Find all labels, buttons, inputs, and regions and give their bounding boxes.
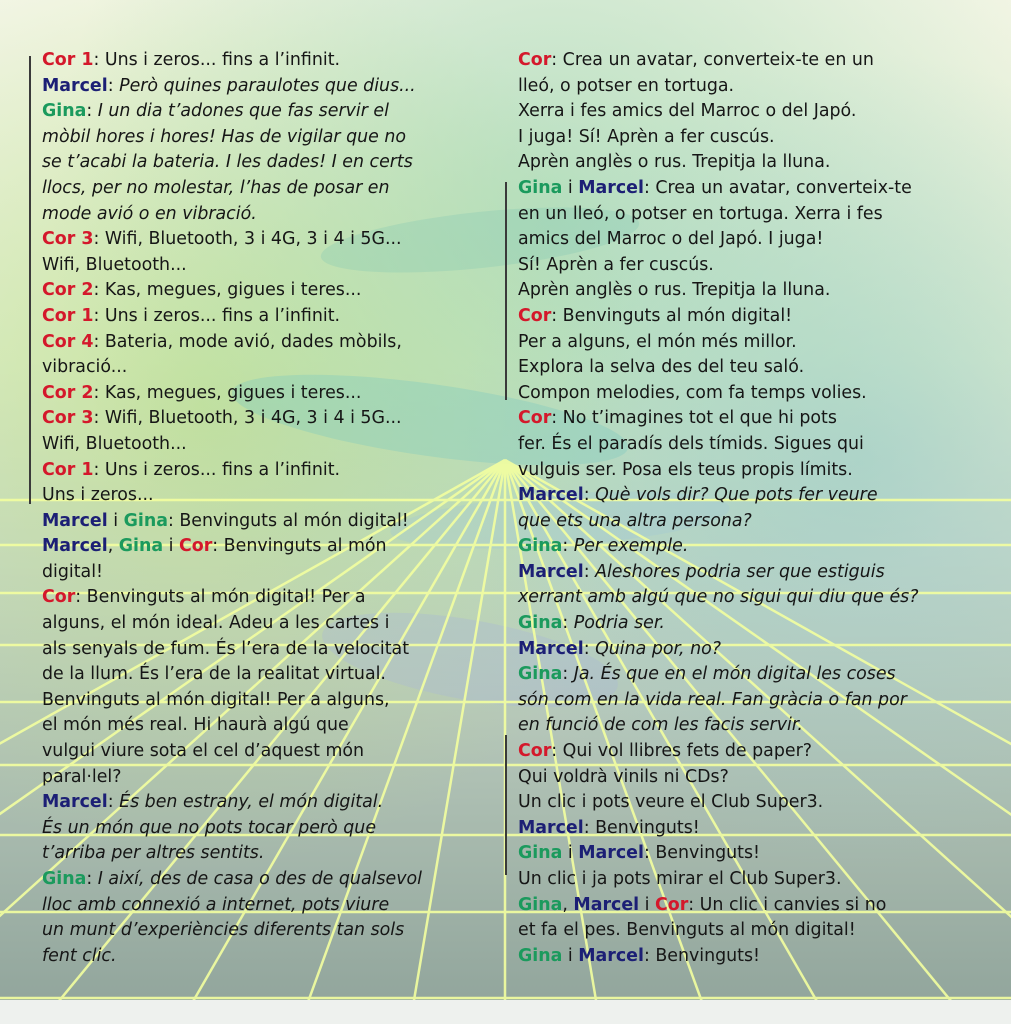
speaker-marcel: Marcel <box>42 536 108 557</box>
lyric-line <box>518 99 988 125</box>
lyric-line <box>42 176 492 202</box>
lyric-line <box>42 918 492 944</box>
lyric-line <box>518 253 988 279</box>
lyric-text: : Crea un avatar, converteix-te en un <box>551 50 874 70</box>
lyric-line <box>518 816 988 842</box>
lyric-text: , <box>107 536 119 557</box>
lyric-line <box>518 176 988 202</box>
lyric-text: et fa el pes. Benvinguts al món digital! <box>518 920 856 941</box>
speaker-cor: Cor <box>518 408 552 429</box>
lyric-text: Per a alguns, el món més millor. <box>518 331 797 352</box>
speaker-marcel: Marcel <box>42 75 108 96</box>
lyric-line <box>518 458 988 484</box>
lyric-text: de la llum. És l’era de la realitat virtual. <box>42 664 386 685</box>
lyric-text: És un món que no pots tocar però que <box>42 817 377 838</box>
speaker-marcel: Marcel <box>578 177 644 198</box>
speaker-cor: Cor 3 <box>42 408 94 429</box>
lyric-text: : <box>107 792 120 813</box>
lyric-text: t’arriba per altres sentits. <box>42 843 265 864</box>
speaker-marcel: Marcel <box>518 817 584 838</box>
lyric-text: i <box>562 945 579 966</box>
lyric-line <box>42 816 492 842</box>
speaker-cor: Cor 3 <box>42 229 94 250</box>
lyric-line <box>518 432 988 458</box>
speaker-gina: Gina <box>42 101 87 122</box>
speaker-gina: Gina <box>518 945 563 966</box>
lyric-text: : Uns i zeros... fins a l’infinit. <box>93 305 341 326</box>
speaker-marcel: Marcel <box>578 843 644 864</box>
lyric-text: als senyals de fum. És l’era de la velocitat <box>42 638 410 659</box>
lyric-line <box>518 944 988 970</box>
lyric-line <box>518 278 988 304</box>
speaker-cor: Cor 4 <box>42 331 94 352</box>
lyric-line <box>42 304 492 330</box>
verse-bar <box>505 182 507 400</box>
lyric-line <box>518 150 988 176</box>
lyric-text: llocs, per no molestar, l’has de posar en <box>42 177 390 198</box>
lyric-text: : Benvinguts! <box>643 945 761 966</box>
lyric-text: : <box>86 101 98 122</box>
lyric-line <box>518 355 988 381</box>
lyric-text: Quina por, no? <box>595 638 722 659</box>
lyric-line <box>42 253 492 279</box>
lyric-line <box>42 611 492 637</box>
speaker-marcel: Marcel <box>518 561 584 582</box>
lyric-line <box>42 509 492 535</box>
lyric-line <box>518 330 988 356</box>
lyric-line <box>42 278 492 304</box>
lyric-text: Explora la selva des del teu saló. <box>518 357 805 378</box>
lyric-line <box>518 918 988 944</box>
lyric-text: un munt d’experiències diferents tan sols <box>42 920 405 941</box>
lyric-text: Wifi, Bluetooth... <box>42 433 187 454</box>
lyric-text: se t’acabi la bateria. I les dades! I en certs <box>42 152 413 173</box>
lyric-line <box>42 99 492 125</box>
lyric-line <box>518 202 988 228</box>
lyric-text: fer. És el paradís dels tímids. Sigues qui <box>518 433 864 454</box>
lyrics-column-left <box>42 48 492 969</box>
lyric-line <box>42 944 492 970</box>
lyric-text: : Uns i zeros... fins a l’infinit. <box>93 459 341 480</box>
lyric-line <box>42 637 492 663</box>
lyric-line <box>518 713 988 739</box>
lyric-line <box>42 790 492 816</box>
lyric-text: : <box>562 664 574 685</box>
lyric-text: Xerra i fes amics del Marroc o del Japó. <box>518 101 857 122</box>
speaker-gina: Gina <box>518 843 563 864</box>
lyric-text: vibració... <box>42 357 128 378</box>
lyric-text: xerrant amb algú que no sigui qui diu que és? <box>518 587 919 608</box>
lyric-text: : Un clic i canvies si no <box>688 894 887 915</box>
lyric-text: : Crea un avatar, converteix-te <box>643 177 912 198</box>
lyric-line <box>42 662 492 688</box>
lyric-text: Un clic i pots veure el Club Super3. <box>518 792 824 813</box>
lyric-line <box>518 790 988 816</box>
lyric-line <box>42 867 492 893</box>
lyric-line <box>518 125 988 151</box>
speaker-cor: Cor <box>518 741 552 762</box>
lyric-line <box>518 381 988 407</box>
lyric-text: : Wifi, Bluetooth, 3 i 4G, 3 i 4 i 5G... <box>93 408 402 429</box>
lyric-line <box>42 355 492 381</box>
lyric-line <box>518 765 988 791</box>
lyric-line <box>42 739 492 765</box>
lyric-text: lleó, o potser en tortuga. <box>518 75 735 96</box>
lyric-text: fent clic. <box>42 945 117 966</box>
lyric-line <box>42 585 492 611</box>
speaker-gina: Gina <box>518 613 563 634</box>
lyric-line <box>518 406 988 432</box>
lyric-text: amics del Marroc o del Japó. I juga! <box>518 229 824 250</box>
lyric-text: mòbil hores i hores! Has de vigilar que no <box>42 126 407 147</box>
speaker-cor: Cor <box>42 587 76 608</box>
speaker-gina: Gina <box>42 869 87 889</box>
lyric-text: mode avió o en vibració. <box>42 203 257 224</box>
lyric-line <box>42 893 492 919</box>
lyric-line <box>518 534 988 560</box>
speaker-cor: Cor <box>518 50 552 70</box>
lyric-text: Aprèn anglès o rus. Trepitja la lluna. <box>518 152 831 173</box>
lyric-text: i <box>163 536 179 557</box>
lyric-text: Uns i zeros... <box>42 485 154 506</box>
speaker-cor: Cor 1 <box>42 50 94 70</box>
lyric-text: : Benvinguts! <box>583 817 700 838</box>
lyric-text: Wifi, Bluetooth... <box>42 254 187 275</box>
lyric-line <box>42 227 492 253</box>
lyric-line <box>518 739 988 765</box>
lyric-text: : Benvinguts al món digital! <box>167 510 409 531</box>
lyric-text: I així, des de casa o des de qualsevol <box>97 869 422 889</box>
lyric-text: en un lleó, o potser en tortuga. Xerra i fes <box>518 203 883 224</box>
lyric-text: I un dia t’adones que fas servir el <box>97 101 389 122</box>
speaker-gina: Gina <box>518 536 563 557</box>
lyric-text: : Benvinguts al món <box>212 536 387 557</box>
lyric-line <box>42 483 492 509</box>
lyric-line <box>518 893 988 919</box>
speaker-marcel: Marcel <box>518 638 584 659</box>
lyric-line <box>42 381 492 407</box>
speaker-marcel: Marcel <box>573 894 640 915</box>
speaker-gina: Gina <box>518 664 563 685</box>
lyric-line <box>518 637 988 663</box>
lyric-line <box>518 841 988 867</box>
lyric-line <box>42 432 492 458</box>
lyric-line <box>518 662 988 688</box>
lyric-line <box>42 560 492 586</box>
lyric-text: : <box>562 536 574 557</box>
lyric-line <box>518 48 988 74</box>
lyric-line <box>42 534 492 560</box>
lyric-text: i <box>562 843 579 864</box>
lyric-text: És ben estrany, el món digital. <box>119 792 384 813</box>
speaker-marcel: Marcel <box>518 485 584 506</box>
lyric-line <box>518 304 988 330</box>
lyric-text: Podria ser. <box>573 613 665 634</box>
lyric-line <box>42 406 492 432</box>
lyric-text: : Kas, megues, gigues i teres... <box>93 280 362 301</box>
lyric-text: : Benvinguts al món digital! <box>551 305 793 326</box>
lyric-text: : Uns i zeros... fins a l’infinit. <box>93 50 341 70</box>
lyric-line <box>42 765 492 791</box>
lyric-line <box>518 867 988 893</box>
lyric-text: : Benvinguts! <box>643 843 761 864</box>
speaker-marcel: Marcel <box>42 792 108 813</box>
lyric-text: en funció de com les facis servir. <box>518 715 803 736</box>
lyric-line <box>42 150 492 176</box>
lyric-line <box>42 48 492 74</box>
speaker-cor: Cor <box>518 305 552 326</box>
lyric-text: : Qui vol llibres fets de paper? <box>551 741 812 762</box>
lyric-text: el món més real. Hi haurà algú que <box>42 715 349 736</box>
lyric-line <box>518 560 988 586</box>
speaker-cor: Cor 2 <box>42 280 94 301</box>
lyric-line <box>518 227 988 253</box>
lyric-text: : <box>562 613 574 634</box>
lyric-line <box>42 125 492 151</box>
lyric-line <box>518 585 988 611</box>
lyric-line <box>42 841 492 867</box>
lyric-text: I juga! Sí! Aprèn a fer cuscús. <box>518 126 775 147</box>
speaker-gina: Gina <box>518 894 563 915</box>
speaker-cor: Cor 1 <box>42 305 94 326</box>
lyric-text: que ets una altra persona? <box>518 510 752 531</box>
lyric-text: : No t’imagines tot el que hi pots <box>551 408 837 429</box>
lyric-text: Per exemple. <box>573 536 689 557</box>
speaker-marcel: Marcel <box>578 945 644 966</box>
lyric-text: lloc amb connexió a internet, pots viure <box>42 894 390 915</box>
verse-bar <box>29 56 31 504</box>
lyric-text: vulgui viure sota el cel d’aquest món <box>42 741 365 762</box>
lyric-text: Aprèn anglès o rus. Trepitja la lluna. <box>518 280 831 301</box>
lyric-text: Compon melodies, com fa temps volies. <box>518 382 867 403</box>
lyric-line <box>42 458 492 484</box>
lyric-text: Què vols dir? Que pots fer veure <box>595 485 878 506</box>
lyric-text: paral·lel? <box>42 766 122 787</box>
lyric-text: : Kas, megues, gigues i teres... <box>93 382 362 403</box>
lyric-text: : Bateria, mode avió, dades mòbils, <box>93 331 402 352</box>
speaker-cor: Cor <box>179 536 213 557</box>
lyric-text: Qui voldrà vinils ni CDs? <box>518 766 729 787</box>
speaker-cor: Cor 2 <box>42 382 94 403</box>
lyric-line <box>42 713 492 739</box>
lyric-text: vulguis ser. Posa els teus propis límits. <box>518 459 853 480</box>
lyric-text: Aleshores podria ser que estiguis <box>595 561 885 582</box>
lyric-line <box>42 688 492 714</box>
lyric-text: : <box>107 75 120 96</box>
speaker-gina: Gina <box>118 536 164 557</box>
lyric-line <box>42 74 492 100</box>
lyrics-column-right <box>518 48 988 969</box>
lyric-text: són com en la vida real. Fan gràcia o fan por <box>518 689 907 710</box>
lyric-line <box>518 611 988 637</box>
lyric-text: , <box>562 894 574 915</box>
lyric-text: i <box>639 894 655 915</box>
lyric-text: alguns, el món ideal. Adeu a les cartes i <box>42 613 390 634</box>
speaker-cor: Cor <box>655 894 689 915</box>
lyric-text: Ja. És que en el món digital les coses <box>573 664 896 685</box>
lyric-text: i <box>562 177 579 198</box>
lyric-line <box>518 483 988 509</box>
lyric-line <box>42 330 492 356</box>
lyric-text: : <box>86 869 98 889</box>
lyric-text: : Wifi, Bluetooth, 3 i 4G, 3 i 4 i 5G... <box>93 229 402 250</box>
lyric-line <box>42 202 492 228</box>
lyric-line <box>518 74 988 100</box>
lyric-text: : <box>583 485 596 506</box>
lyric-text: Benvinguts al món digital! Per a alguns, <box>42 689 390 710</box>
lyric-text: : Benvinguts al món digital! Per a <box>75 587 366 608</box>
lyric-text: Un clic i ja pots mirar el Club Super3. <box>518 869 842 889</box>
lyric-text: Però quines paraulotes que dius... <box>119 75 416 96</box>
lyric-text: digital! <box>42 561 104 582</box>
speaker-gina: Gina <box>518 177 563 198</box>
speaker-cor: Cor 1 <box>42 459 94 480</box>
lyric-line <box>518 509 988 535</box>
lyric-line <box>518 688 988 714</box>
lyric-text: : <box>583 561 596 582</box>
speaker-marcel: Marcel <box>42 510 108 531</box>
lyric-text: : <box>583 638 596 659</box>
speaker-gina: Gina <box>123 510 168 531</box>
lyric-text: i <box>107 510 124 531</box>
verse-bar <box>505 735 507 875</box>
lyric-text: Sí! Aprèn a fer cuscús. <box>518 254 714 275</box>
